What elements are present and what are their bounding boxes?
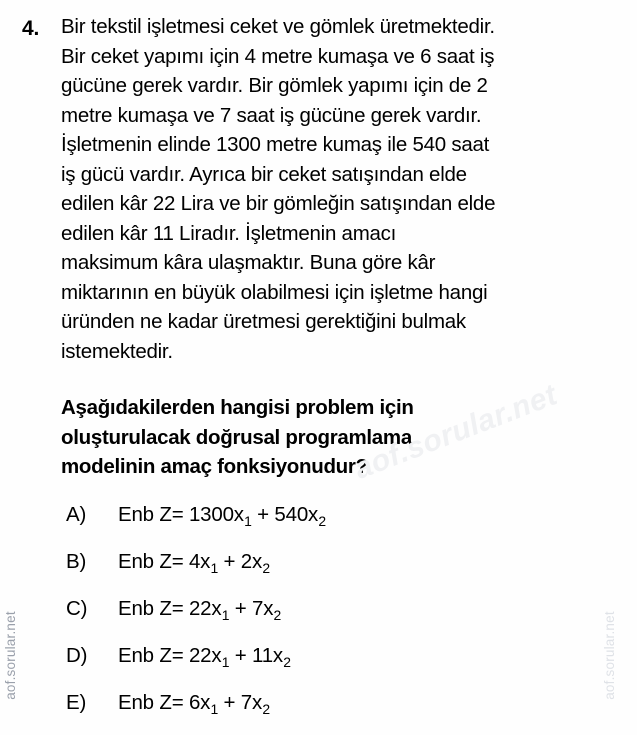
question-prompt xyxy=(61,393,595,482)
option-expression-middle: + 2x xyxy=(218,550,263,573)
option-expression-prefix: Enb Z= 22x xyxy=(118,597,222,620)
answer-option-b[interactable] xyxy=(0,544,637,591)
option-expression-prefix: Enb Z= 22x xyxy=(118,644,222,667)
answer-options-list xyxy=(0,497,637,732)
option-subscript-1: 1 xyxy=(221,606,230,623)
stem-line: edilen kâr 11 Liradır. İşletmenin amacı xyxy=(61,221,397,245)
option-subscript-2: 2 xyxy=(273,606,282,623)
option-letter-e: E) xyxy=(66,691,87,714)
stem-line: metre kumaşa ve 7 saat iş gücüne gerek vardır. xyxy=(61,103,482,127)
stem-line: iş gücü vardır. Ayrıca bir ceket satışından elde xyxy=(61,162,467,186)
option-expression-prefix: Enb Z= 1300x xyxy=(118,503,244,526)
option-subscript-2: 2 xyxy=(262,559,270,576)
prompt-line: modelinin amaç fonksiyonudur? xyxy=(61,455,368,478)
option-text-b xyxy=(118,548,270,577)
stem-line: miktarının en büyük olabilmesi için işletme hangi xyxy=(61,280,488,304)
option-subscript-1: 1 xyxy=(210,559,219,576)
option-subscript-1: 1 xyxy=(210,700,219,717)
watermark-right-edge: aof.sorular.net xyxy=(601,611,617,700)
option-expression-prefix: Enb Z= 4x xyxy=(118,550,211,573)
option-text-a xyxy=(118,501,326,530)
prompt-line: oluşturulacak doğrusal programlama xyxy=(61,425,412,449)
option-text-c xyxy=(118,595,281,624)
option-letter-a: A) xyxy=(66,503,87,526)
option-letter-d: D) xyxy=(66,644,88,667)
watermark-center: aof.sorular.net xyxy=(350,378,562,486)
option-expression-middle: + 540x xyxy=(251,503,319,526)
option-letter-b: B) xyxy=(66,550,87,573)
answer-option-d[interactable] xyxy=(0,638,637,685)
stem-line: maksimum kâra ulaşmaktır. Buna göre kâr xyxy=(61,251,436,274)
question-number: 4. xyxy=(22,17,40,40)
option-expression-middle: + 7x xyxy=(229,597,274,620)
option-text-d xyxy=(118,642,291,671)
stem-line: Bir tekstil işletmesi ceket ve gömlek üretmektedir. xyxy=(61,15,495,38)
option-expression-prefix: Enb Z= 6x xyxy=(118,691,211,714)
question-stem xyxy=(61,12,595,366)
option-letter-c: C) xyxy=(66,597,88,620)
answer-option-c[interactable] xyxy=(0,591,637,638)
option-subscript-2: 2 xyxy=(318,512,326,529)
prompt-line: Aşağıdakilerden hangisi problem için xyxy=(61,396,414,419)
option-subscript-1: 1 xyxy=(244,512,252,529)
option-expression-middle: + 7x xyxy=(218,691,263,714)
stem-line: istemektedir. xyxy=(61,339,173,363)
answer-option-e[interactable] xyxy=(0,685,637,732)
stem-line: Bir ceket yapımı için 4 metre kumaşa ve 6 saat iş xyxy=(61,44,495,68)
stem-line: edilen kâr 22 Lira ve bir gömleğin satışından elde xyxy=(61,192,496,215)
option-subscript-1: 1 xyxy=(221,653,230,670)
answer-option-a[interactable] xyxy=(0,497,637,544)
stem-line: gücüne gerek vardır. Bir gömlek yapımı için de 2 xyxy=(61,74,488,97)
option-text-e xyxy=(118,689,270,718)
stem-line: İşletmenin elinde 1300 metre kumaş ile 540 saat xyxy=(61,133,490,156)
stem-line: üründen ne kadar üretmesi gerektiğini bulmak xyxy=(61,310,466,333)
watermark-left-edge: aof.sorular.net xyxy=(2,611,18,700)
option-subscript-2: 2 xyxy=(262,700,270,717)
option-subscript-2: 2 xyxy=(283,653,291,670)
option-expression-middle: + 11x xyxy=(229,644,283,667)
